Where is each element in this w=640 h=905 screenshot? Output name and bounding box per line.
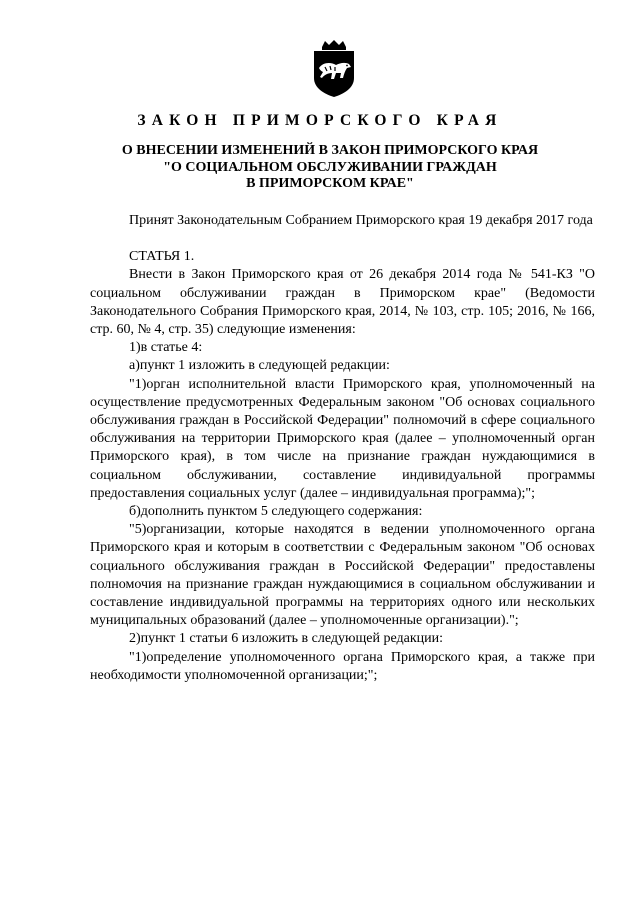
item-1b: б)дополнить пунктом 5 следующего содержания: xyxy=(129,504,423,520)
item-1b-text: "5)организации, которые находятся в ведении уполномоченного органа Приморского края и которым в соответствии с Федеральным законом "Об основах социального обслуживания граждан в Российской Федерации" предоставлены полномочия на признание граждан нуждающимися в социальном обслуживании и составление индивидуальной программы на территориях одного или нескольких муниципальных образований (далее – уполномоченные организации)."; xyxy=(90,522,595,629)
subtitle-line: В ПРИМОРСКОМ КРАЕ" xyxy=(246,176,414,191)
subtitle-line: "О СОЦИАЛЬНОМ ОБСЛУЖИВАНИИ ГРАЖДАН xyxy=(163,159,497,175)
article-heading: СТАТЬЯ 1. xyxy=(129,249,195,265)
adoption-note: Принят Законодательным Собранием Приморского края 19 декабря 2017 года xyxy=(129,213,593,228)
item-2-text: "1)определение уполномоченного органа Приморского края, а также при необходимости уполномоченной организации;"; xyxy=(90,649,595,683)
article-intro: Внести в Закон Приморского края от 26 декабря 2014 года № 541-КЗ "О социальном обслуживании граждан в Приморском крае" (Ведомости Законодательного Собрания Приморского края, 2014, № 103, стр. 105; 2016, № 166, стр. 60, № 4, стр. 35) следующие изменения: xyxy=(90,267,595,338)
item-2: 2)пункт 1 статьи 6 изложить в следующей редакции: xyxy=(129,631,444,647)
law-title: ЗАКОН ПРИМОРСКОГО КРАЯ xyxy=(137,112,503,129)
primorsky-krai-coat-of-arms-icon xyxy=(311,40,357,98)
item-1a-text: "1)орган исполнительной власти Приморского края, уполномоченный на осуществление предусмотренных Федеральным законом "Об основах социального обслуживания граждан в Российской Федерации" полномочий в сфере социального обслуживания на территории Приморского края (далее – уполномоченный орган Приморского края), в том числе на признание граждан нуждающимися в социальном обслуживании, составление индивидуальной программы предоставления социальных услуг (далее – индивидуальная программа);"; xyxy=(90,376,595,501)
subtitle-line: О ВНЕСЕНИИ ИЗМЕНЕНИЙ В ЗАКОН ПРИМОРСКОГО КРАЯ xyxy=(121,143,539,158)
item-1a: а)пункт 1 изложить в следующей редакции: xyxy=(129,358,390,374)
item-1: 1)в статье 4: xyxy=(129,340,203,356)
law-subtitle xyxy=(60,143,600,193)
law-body xyxy=(90,212,595,685)
